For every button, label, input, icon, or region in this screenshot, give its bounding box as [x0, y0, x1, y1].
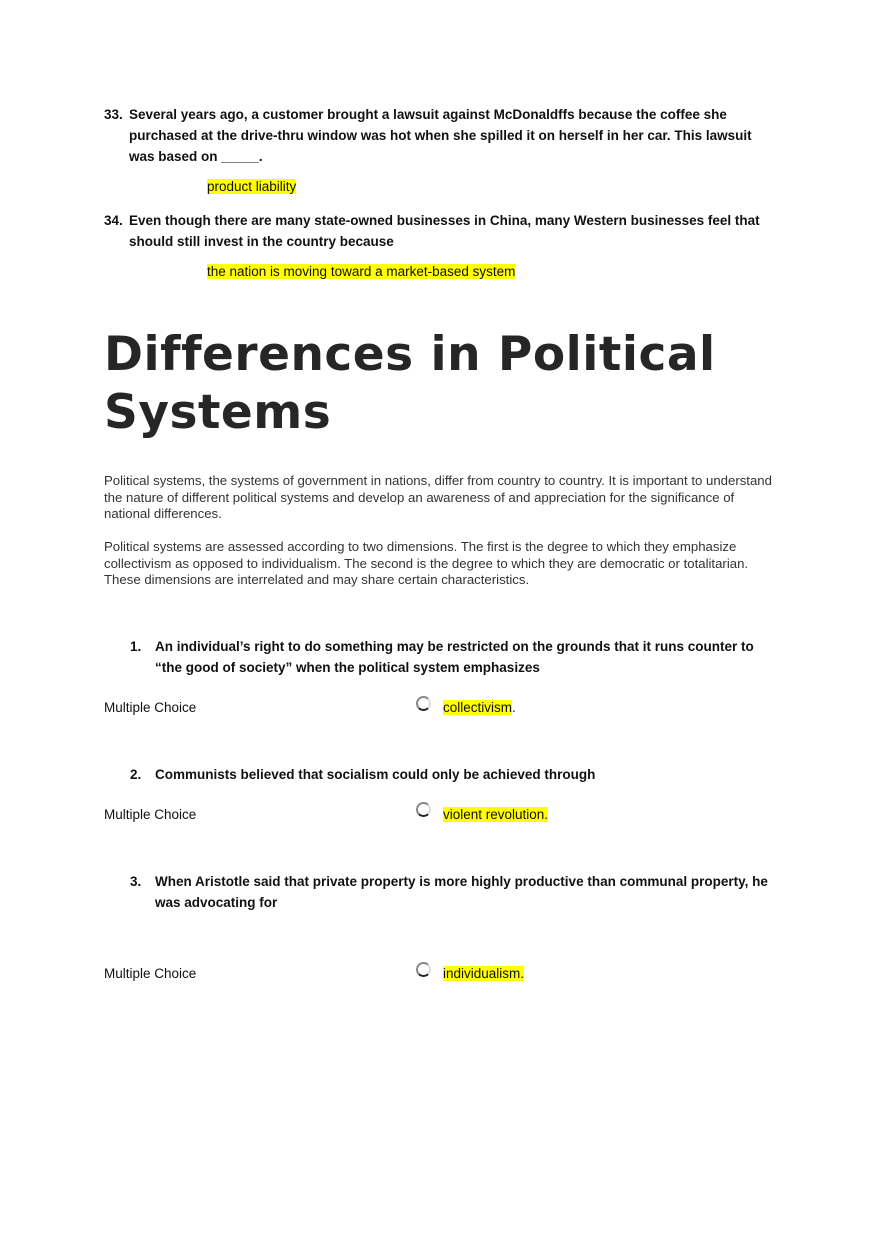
- section-title: Differences in Political Systems: [104, 327, 716, 440]
- answer-1: collectivism.: [443, 700, 516, 715]
- answer-33: product liability: [207, 179, 297, 194]
- radio-icon[interactable]: [416, 962, 431, 977]
- intro-paragraph-1: Political systems, the systems of government in nations, differ from country to country. It is important to understand the nature of different political systems and develop an awareness of and appreciation for the significance of national differences.: [104, 473, 772, 521]
- question-33: 33. Several years ago, a customer brought a lawsuit against McDonaldffs because the coffee she purchased at the drive-thru window was hot when she spilled it on herself in her car. This lawsuit was based on _____.: [104, 107, 752, 164]
- question-34: 34. Even though there are many state-owned businesses in China, many Western businesses feel that should still invest in the country because: [104, 213, 760, 249]
- answer-34: the nation is moving toward a market-based system: [207, 264, 516, 279]
- answer-3: individualism.: [443, 966, 525, 981]
- question-type-2: Multiple Choice: [104, 807, 197, 822]
- question-3: 3. When Aristotle said that private property is more highly productive than communal property, he was advocating for: [130, 874, 768, 910]
- radio-icon[interactable]: [416, 802, 431, 817]
- question-1: 1. An individual’s right to do something may be restricted on the grounds that it runs counter to “the good of society” when the political system emphasizes: [130, 639, 754, 675]
- intro-paragraph-2: Political systems are assessed according to two dimensions. The first is the degree to which they emphasize collectivism as opposed to individualism. The second is the degree to which they are democratic or totalitarian. These dimensions are interrelated and may share certain characteristics.: [104, 539, 749, 587]
- answer-2: violent revolution.: [443, 807, 549, 822]
- radio-icon[interactable]: [416, 696, 431, 711]
- question-2: 2. Communists believed that socialism could only be achieved through: [130, 767, 596, 782]
- question-type-3: Multiple Choice: [104, 966, 197, 981]
- question-type-1: Multiple Choice: [104, 700, 197, 715]
